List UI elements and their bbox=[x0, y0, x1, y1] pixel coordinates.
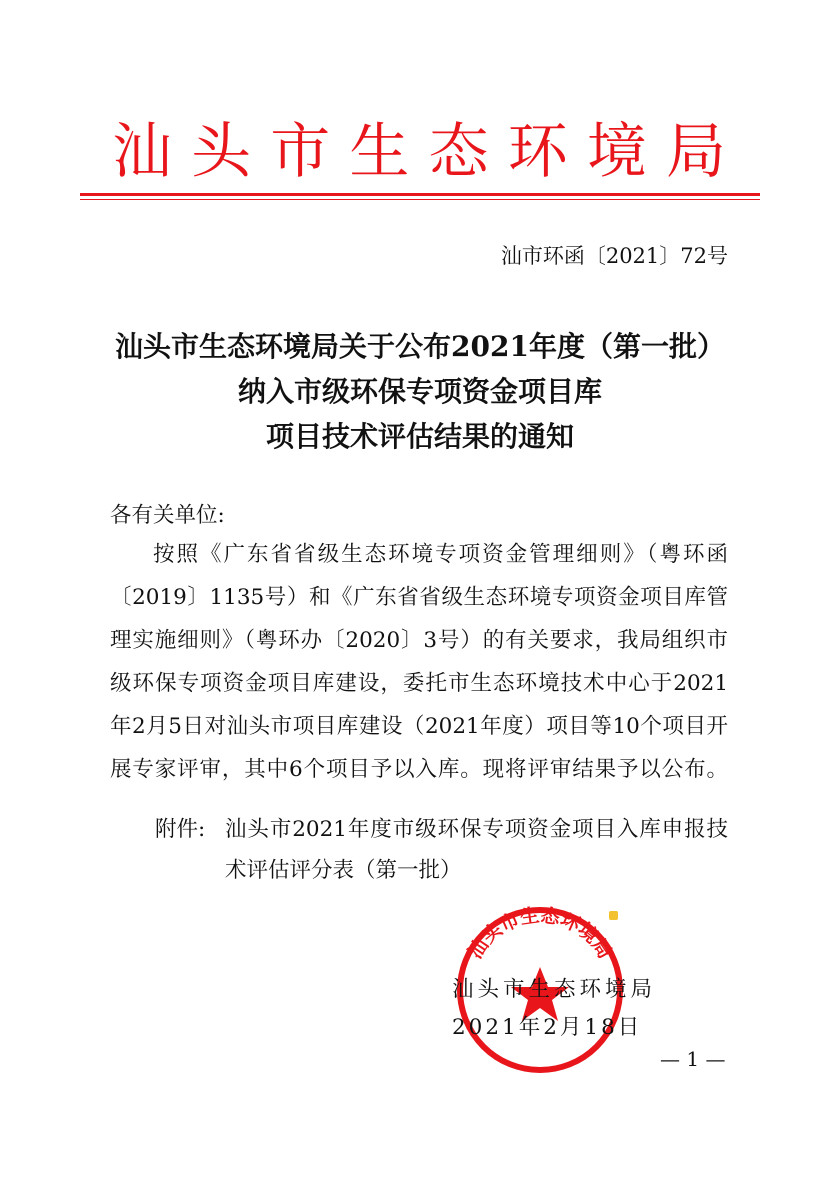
attachment-label: 附件: bbox=[155, 817, 206, 842]
body-line: 理实施细则》（粤环办〔2020〕3号）的有关要求，我局组织市 bbox=[110, 628, 728, 653]
svg-text:汕头市生态环境局 bbox=[463, 905, 616, 963]
header-rule-thin bbox=[80, 199, 760, 200]
body-line: 按照《广东省省级生态环境专项资金管理细则》（粤环函 bbox=[153, 542, 728, 567]
salutation: 各有关单位: bbox=[110, 503, 225, 528]
title-line: 汕头市生态环境局关于公布2021年度（第一批） bbox=[115, 330, 725, 363]
seal-text: 汕头市生态环境局 bbox=[464, 905, 616, 963]
agency-header: 汕头市生态环境局 bbox=[112, 117, 728, 187]
attachment-line: 汕头市2021年度市级环保专项资金项目入库申报技 bbox=[225, 817, 728, 842]
document-number: 汕市环函〔2021〕72号 bbox=[500, 244, 728, 268]
title-line: 项目技术评估结果的通知 bbox=[265, 420, 574, 453]
lock-icon bbox=[609, 911, 618, 920]
body-line: 级环保专项资金项目库建设，委托市生态环境技术中心于2021 bbox=[110, 671, 728, 696]
body-line: 〔2019〕1135号）和《广东省省级生态环境专项资金项目库管 bbox=[110, 585, 728, 610]
body-line: 年2月5日对汕头市项目库建设（2021年度）项目等10个项目开 bbox=[110, 714, 728, 739]
body-line: 展专家评审，其中6个项目予以入库。现将评审结果予以公布。 bbox=[110, 757, 728, 782]
title-line: 纳入市级环保专项资金项目库 bbox=[237, 375, 602, 408]
signature-org: 汕头市生态环境局 bbox=[452, 977, 657, 1002]
attachment-line: 术评估评分表（第一批） bbox=[225, 858, 462, 883]
signature-date: 2021年2月18日 bbox=[452, 1015, 643, 1040]
header-rule-thick bbox=[80, 193, 760, 196]
page-number: — 1 — bbox=[660, 1047, 726, 1071]
